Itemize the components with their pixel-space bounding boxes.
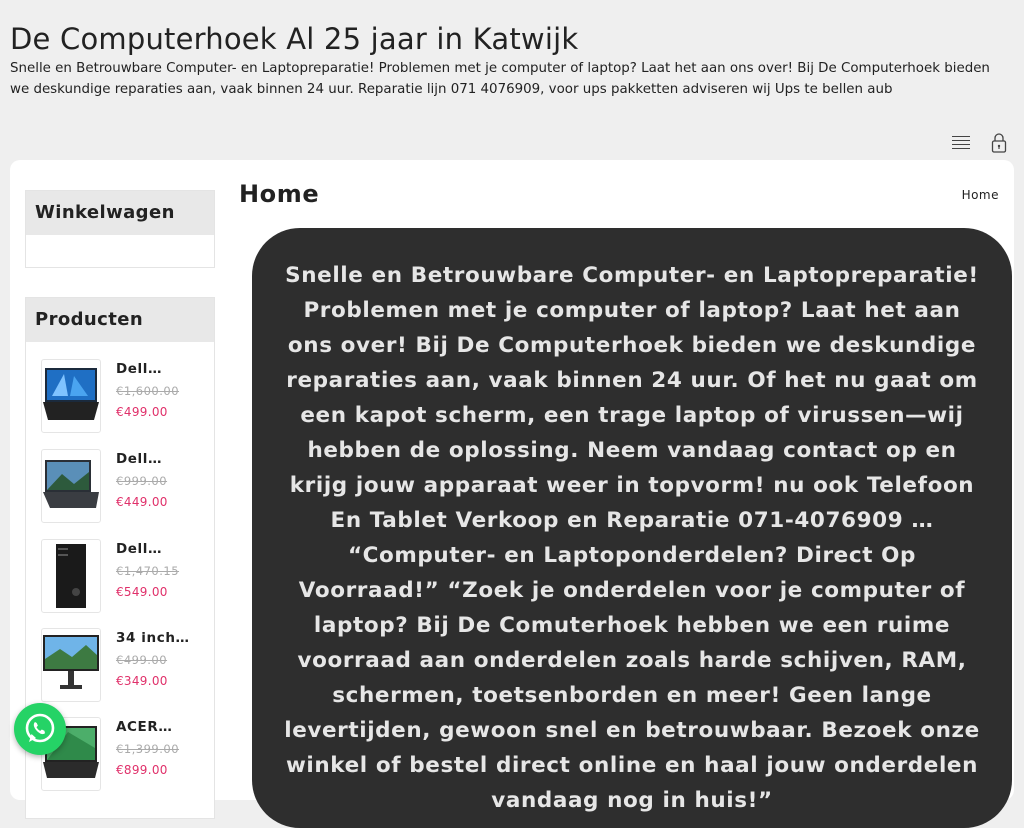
menu-icon[interactable] [952, 136, 970, 152]
product-thumbnail[interactable] [41, 359, 101, 433]
site-title[interactable]: De Computerhoek Al 25 jaar in Katwijk [10, 22, 579, 56]
product-name[interactable]: ACER… [116, 719, 173, 735]
cart-widget-title: Winkelwagen [26, 191, 214, 235]
product-old-price: €1,600.00 [116, 384, 180, 398]
product-thumbnail[interactable] [41, 628, 101, 702]
product-name[interactable]: Dell… [116, 451, 163, 467]
product-price: €899.00 [116, 763, 168, 777]
product-name[interactable]: 34 inch… [116, 630, 190, 646]
product-price: €499.00 [116, 405, 168, 419]
product-name[interactable]: Dell… [116, 541, 163, 557]
product-old-price: €1,399.00 [116, 742, 180, 756]
product-old-price: €499.00 [116, 653, 168, 667]
hero-text-block [252, 228, 1012, 828]
product-price: €349.00 [116, 674, 168, 688]
cart-widget [25, 190, 215, 268]
products-widget-title: Producten [26, 298, 214, 342]
lock-icon[interactable] [991, 133, 1007, 153]
content-container [10, 160, 1014, 813]
page-title: Home [239, 180, 320, 208]
product-thumbnail[interactable] [41, 449, 101, 523]
product-item[interactable] [41, 359, 201, 433]
product-old-price: €1,470.15 [116, 564, 180, 578]
product-thumbnail[interactable] [41, 539, 101, 613]
product-item[interactable] [41, 449, 201, 523]
product-price: €449.00 [116, 495, 168, 509]
product-item[interactable] [41, 539, 201, 613]
product-name[interactable]: Dell… [116, 361, 163, 377]
whatsapp-button[interactable] [14, 703, 66, 755]
product-old-price: €999.00 [116, 474, 168, 488]
product-price: €549.00 [116, 585, 168, 599]
product-item[interactable] [41, 628, 201, 702]
hero-text: Snelle en Betrouwbare Computer- en Laptopreparatie! Problemen met je computer of laptop? Laat het aan ons over! Bij De Computerhoek bieden we deskundige reparaties aan, vaak binnen 24 uur. Of het nu gaat om een kapot scherm, een trage laptop of virussen—wij hebben de oplossing. Neem vandaag contact op en krijg jouw apparaat weer in topvorm! nu ook Telefoon En Tablet Verkoop en Reparatie 071-4076909 … “Computer- en Laptoponderdelen? Direct Op Voorraad!” “Zoek je onderdelen voor je computer of laptop? Bij De Comuterhoek hebben we een ruime voorraad aan onderdelen zoals harde schijven, RAM, schermen, toetsenborden en meer! Geen lange levertijden, gewoon snel en betrouwbaar. Bezoek onze winkel of bestel direct online en haal jouw onderdelen vandaag nog in huis!” [284, 263, 980, 813]
site-description: Snelle en Betrouwbare Computer- en Laptopreparatie! Problemen met je computer of laptop? Laat het aan ons over! Bij De Computerhoek bieden we deskundige reparaties aan, vaak binnen 24 uur. Reparatie lijn 071 4076909, voor ups pakketten adviseren wij Ups te bellen aub [10, 61, 990, 97]
whatsapp-icon [22, 711, 58, 747]
breadcrumb[interactable]: Home [961, 188, 999, 202]
